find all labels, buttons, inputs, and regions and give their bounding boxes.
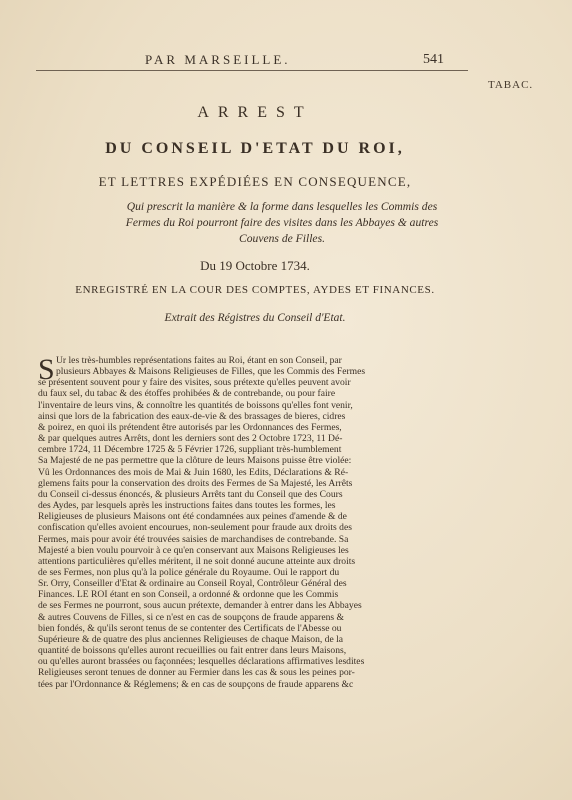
body-line: de ses Fermes, non plus qu'à la police générale du Royaume. Oui le rapport du: [38, 566, 340, 578]
body-line: de ses Fermes ne pourront, sous aucun prétexte, demander à entrer dans les Abbayes: [38, 600, 362, 612]
body-line: Religieuses de plusieurs Maisons ont été condamnées aux peines d'amende & de: [38, 511, 347, 523]
body-line: Sa Majesté de ne pas permettre que la clôture de leurs Maisons puisse être violée:: [38, 455, 352, 467]
extract-line: Extrait des Régistres du Conseil d'Etat.: [164, 312, 346, 324]
body-line: & poirez, en quoi ils prétendent être autorisés par les Ordonnances des Fermes,: [38, 421, 342, 433]
body-line: Vû les Ordonnances des mois de Mai & Juin 1680, les Edits, Déclarations & Ré-: [38, 466, 349, 478]
body-line: cembre 1724, 11 Décembre 1725 & 5 Février 1726, suppliant très-humblement: [38, 444, 342, 456]
body-line: & autres Couvens de Filles, si ce n'est en cas de soupçons de fraude apparens &: [38, 611, 344, 623]
body-line: Majesté a bien voulu pourvoir à ce qu'en conservant aux Maisons Religieuses les: [38, 544, 349, 556]
drop-cap: S: [38, 353, 55, 386]
running-head: PAR MARSEILLE.: [145, 52, 291, 67]
header-rule: [36, 70, 468, 71]
body-line: du faux sel, du tabac & des étoffes prohibées & de contrebande, ou pour faire: [38, 388, 336, 400]
body-line: Supérieure & de quatre des plus anciennes Religieuses de chaque Maison, de la: [38, 633, 344, 645]
page-number: 541: [423, 52, 444, 67]
body-line: Religieuses seront tenues de donner au Fermier dans les cas & sous les peines por-: [38, 667, 355, 679]
page-header: [0, 52, 572, 72]
body-line: tées par l'Ordonnance & Réglemens; & en cas de soupçons de fraude apparens &c: [38, 678, 354, 690]
title-conseil: DU CONSEIL D'ETAT DU ROI,: [105, 140, 405, 157]
body-line: & par quelques autres Arrêts, dont les derniers sont des 2 Octobre 1723, 11 Dé-: [38, 433, 343, 445]
title-arrest: ARREST: [197, 104, 313, 121]
body-line: l'inventaire de leurs vins, & connoître les quantités de boissons qu'elles font venir,: [38, 399, 353, 411]
body-line: glemens faits pour la conservation des droits des Fermes de Sa Majesté, les Arrêts: [38, 477, 353, 489]
body-line: Fermes, mais pour avoir été trouvées saisies de marchandises de contrebande. Sa: [38, 533, 349, 545]
body-line: du Conseil ci-dessus énoncés, & plusieurs Arrêts tant du Conseil que des Cours: [38, 488, 343, 500]
body-line: quantité de boissons qu'elles auront recueillies ou fait entrer dans leurs Maisons,: [38, 645, 347, 657]
body-line: plusieurs Abbayes & Maisons Religieuses de Filles, que les Commis des Fermes: [56, 366, 366, 378]
body-line: Ur les très-humbles représentations faites au Roi, étant en son Conseil, par: [56, 355, 342, 366]
body-line: attentions particulières qu'elles méritent, il ne soit donné aucune atteinte aux droits: [38, 555, 356, 567]
body-text: [38, 355, 448, 690]
margin-note: TABAC.: [488, 79, 534, 91]
body-line: bien fondés, & qu'ils seront tenus de se contenter des Certificats de l'Abesse ou: [38, 622, 342, 634]
body-line: se présentent souvent pour y faire des visites, sous prétexte qu'elles peuvent avoir: [38, 377, 351, 389]
body-line: Finances. LE ROI étant en son Conseil, a ordonné & ordonne que les Commis: [38, 589, 339, 601]
date-line: Du 19 Octobre 1734.: [200, 258, 310, 273]
title-lettres: ET LETTRES EXPÉDIÉES EN CONSEQUENCE,: [98, 174, 412, 189]
subtitle: Qui prescrit la manière & la forme dans lesquelles les Commis des Fermes du Roi pourront faire des visites dans les Abbayes & autres Couvens de Filles.: [125, 200, 439, 245]
body-line: confiscation qu'elles avoient encourues, non-seulement pour fraude aux droits des: [38, 522, 352, 534]
registration-line: ENREGISTRÉ EN LA COUR DES COMPTES, AYDES ET FINANCES.: [75, 284, 435, 296]
body-line: des Aydes, par lesquels après les instructions faites dans toutes les formes, les: [38, 500, 336, 512]
body-line: Sr. Orry, Conseiller d'Etat & ordinaire au Conseil Royal, Contrôleur Général des: [38, 578, 347, 590]
body-line: ou qu'elles auront brassées ou façonnées; lesquelles déclarations affirmatives lesdites: [38, 656, 365, 668]
body-line: ainsi que lors de la fabrication des eaux-de-vie & des brassages de bieres, cidres: [38, 410, 346, 422]
